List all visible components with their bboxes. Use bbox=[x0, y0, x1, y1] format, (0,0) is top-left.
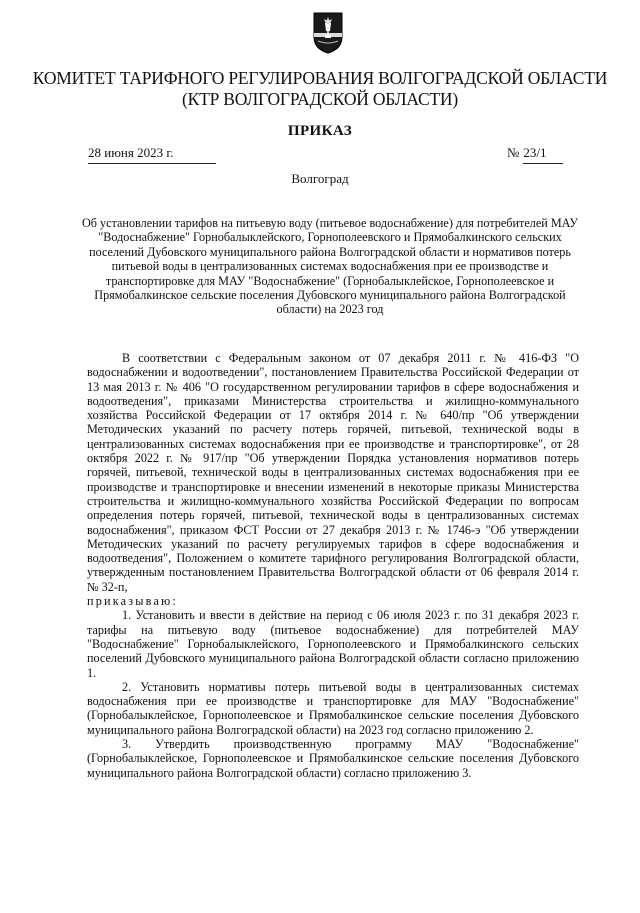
order-item-3: 3. Утвердить производственную программу МАУ "Водоснабжение" (Горнобалыклейское, Горнополеевское и Прямобалкинское сельские поселения Дубовского муниципального района Волгоградской области) согласно приложению 3. bbox=[87, 737, 579, 780]
org-line-1: КОМИТЕТ ТАРИФНОГО РЕГУЛИРОВАНИЯ ВОЛГОГРАДСКОЙ ОБЛАСТИ bbox=[32, 68, 608, 88]
preamble-paragraph: В соответствии с Федеральным законом от 07 декабря 2011 г. № 416-ФЗ "О водоснабжении и водоотведении", постановлением Правительства Российской Федерации от 13 мая 2013 г. № 406 "О государственном регулировании тарифов в сфере водоснабжения и водоотведения", приказами Министерства строительства и жилищно-коммунального хозяйства Российской Федерации от 17 октября 2014 г. № 640/пр "Об утверждении Методических указаний по расчету потерь горячей, питьевой, технической воды в централизованных системах водоснабжения при ее производстве и транспортировке", от 28 октября 2022 г. № 917/пр "Об утверждении Порядка установления нормативов потерь горячей, питьевой, технической воды в централизованных системах водоснабжения при ее производстве и транспортировке и внесении изменений в некоторые приказы Министерства строительства и жилищно-коммунального хозяйства Российской Федерации по вопросам определения потерь горячей, питьевой, технической воды в централизованных системах водоснабжения", приказом ФСТ России от 27 декабря 2013 г. № 1746-э "Об утверждении Методических указаний по расчету регулируемых тарифов в сфере водоснабжения и водоотведения", Положением о комитете тарифного регулирования Волгоградской области, утвержденным постановлением Правительства Волгоградской области от 06 февраля 2014 г. № 32-п, bbox=[87, 351, 579, 594]
order-word: приказываю: bbox=[87, 594, 178, 609]
org-line-2: (КТР ВОЛГОГРАДСКОЙ ОБЛАСТИ) bbox=[182, 89, 458, 109]
organization-name bbox=[0, 68, 640, 110]
number-prefix: № bbox=[507, 145, 520, 160]
city: Волгоград bbox=[291, 171, 349, 186]
number-value: 23/1 bbox=[523, 145, 563, 164]
order-item-1: 1. Установить и ввести в действие на период с 06 июля 2023 г. по 31 декабря 2023 г. тарифы на питьевую воду (питьевое водоснабжение) для потребителей МАУ "Водоснабжение" Горнобалыклейского, Горнополеевского и Прямобалкинского сельских поселений Дубовского муниципального района Волгоградской области согласно приложению 1. bbox=[87, 608, 579, 680]
document-body bbox=[87, 351, 579, 780]
volgograd-coat-of-arms-icon bbox=[312, 11, 344, 55]
order-item-2: 2. Установить нормативы потерь питьевой воды в централизованных системах водоснабжения при ее производстве и транспортировке для МАУ "Водоснабжение" (Горнобалыклейское, Горнополеевское и Прямобалкинское сельские поселения Дубовского муниципального района Волгоградской области) на 2023 год согласно приложению 2. bbox=[87, 679, 579, 737]
document-number bbox=[507, 145, 563, 164]
document-date: 28 июня 2023 г. bbox=[88, 145, 216, 164]
document-subject: Об установлении тарифов на питьевую воду (питьевое водоснабжение) для потребителей МАУ "Водоснабжение" Горнобалыклейского, Горнополеевского и Прямобалкинского сельских поселений Дубовского муниципального района Волгоградской области и нормативов потерь питьевой воды в централизованных системах водоснабжения при ее производстве и транспортировке для МАУ "Водоснабжение" (Горнобалыклейское, Горнополеевское и Прямобалкинское сельские поселения Дубовского муниципального района Волгоградской области) на 2023 год bbox=[81, 216, 579, 317]
document-type: ПРИКАЗ bbox=[287, 123, 353, 139]
